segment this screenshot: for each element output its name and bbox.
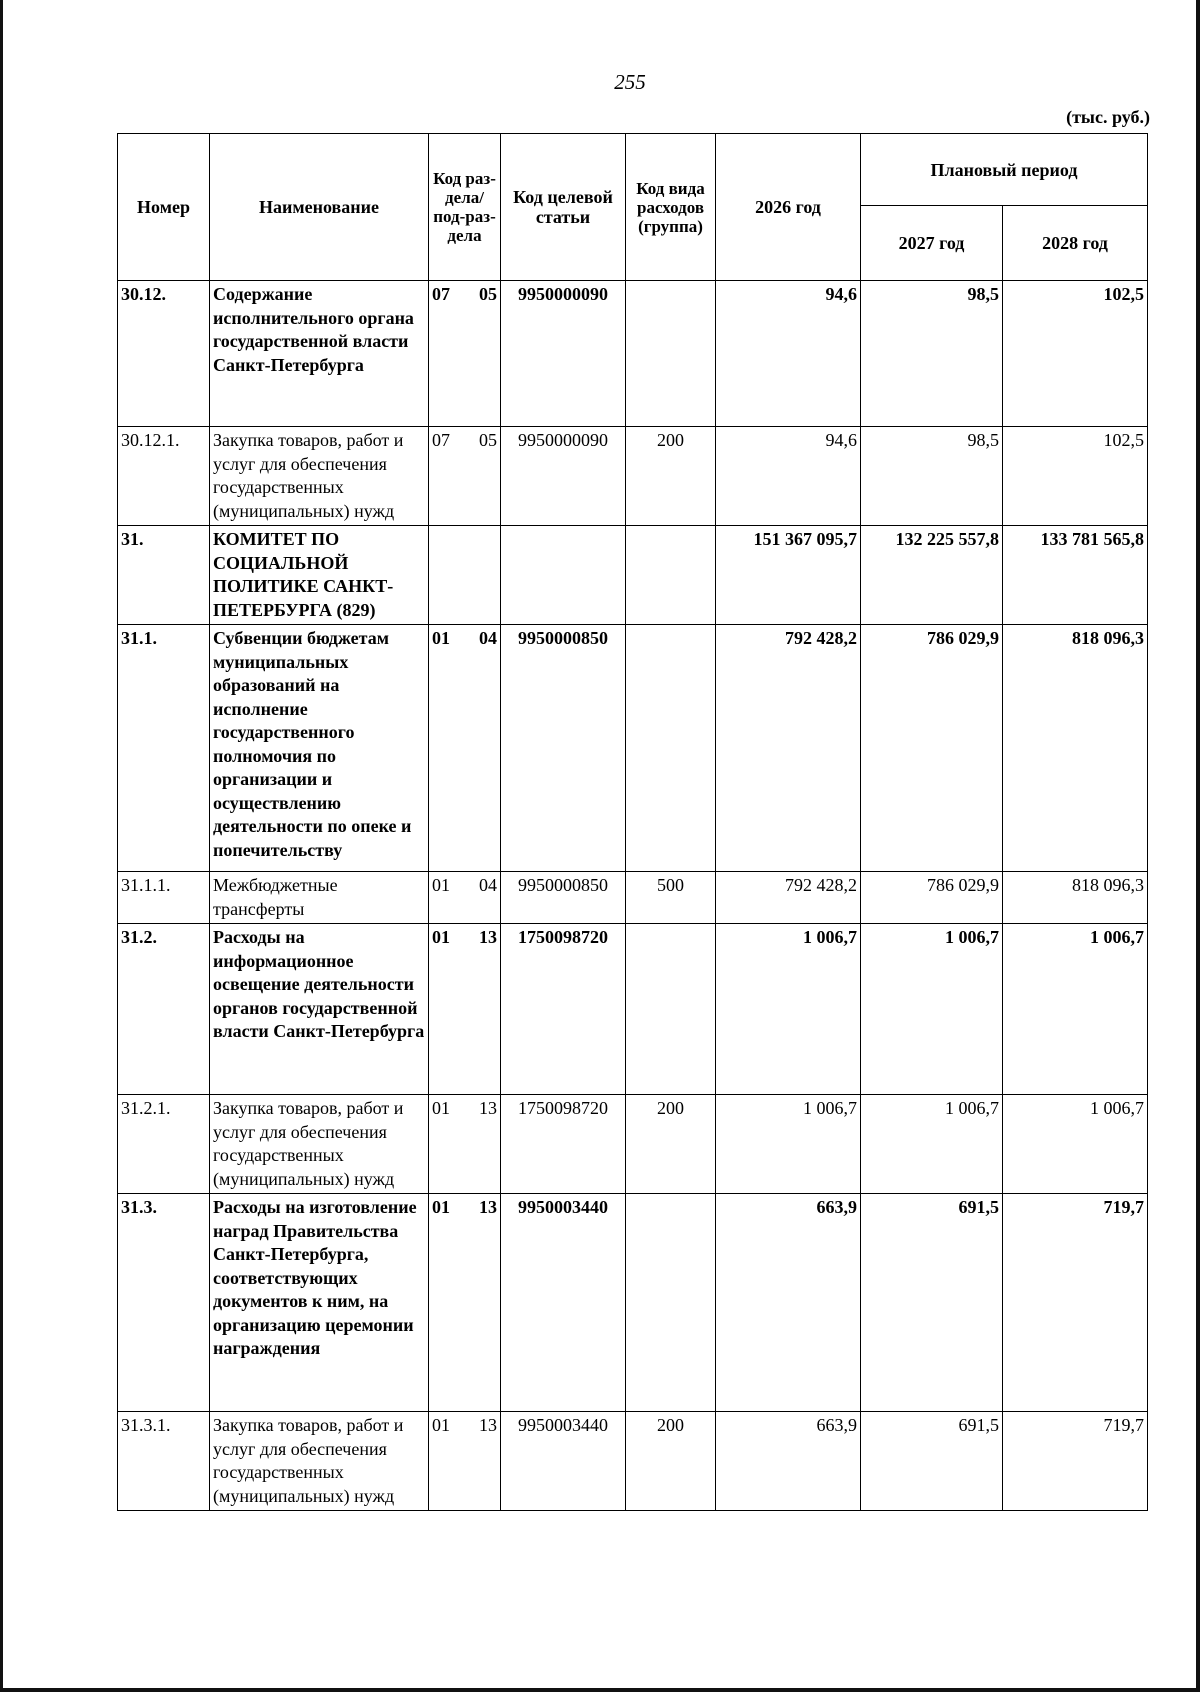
section-code: 01 (432, 628, 450, 648)
header-year-2026: 2026 год (716, 134, 861, 281)
cell-expense-type: 500 (626, 872, 716, 924)
cell-expense-type (626, 625, 716, 872)
cell-2026: 1 006,7 (716, 1095, 861, 1194)
cell-target: 1750098720 (501, 924, 626, 1095)
section-code: 01 (432, 927, 450, 947)
cell-name: Субвенции бюджетам муниципальных образований на исполнение государственного полномочия по организации и осуществлению деятельности по опеке и попечительству (210, 625, 429, 872)
cell-expense-type (626, 281, 716, 427)
cell-target: 9950000850 (501, 872, 626, 924)
header-number: Номер (118, 134, 210, 281)
cell-number: 31. (118, 526, 210, 625)
cell-2026: 151 367 095,7 (716, 526, 861, 625)
cell-name: Закупка товаров, работ и услуг для обеспечения государственных (муниципальных) нужд (210, 1095, 429, 1194)
cell-2027: 132 225 557,8 (861, 526, 1003, 625)
table-row (118, 1194, 1148, 1412)
cell-target: 9950003440 (501, 1412, 626, 1511)
subsection-code: 04 (479, 628, 497, 648)
table-body (118, 281, 1148, 1511)
cell-expense-type (626, 924, 716, 1095)
section-code: 07 (432, 284, 450, 304)
table-row (118, 872, 1148, 924)
cell-2027: 1 006,7 (861, 924, 1003, 1095)
cell-name: Расходы на изготовление наград Правительства Санкт-Петербурга, соответствующих документов к ним, на организацию церемонии награждения (210, 1194, 429, 1412)
cell-2028: 1 006,7 (1003, 1095, 1148, 1194)
subsection-code: 05 (479, 284, 497, 304)
cell-target: 9950000850 (501, 625, 626, 872)
cell-2028: 133 781 565,8 (1003, 526, 1148, 625)
cell-name: Расходы на информационное освещение деятельности органов государственной власти Санкт-Петербурга (210, 924, 429, 1095)
cell-section (429, 1412, 501, 1511)
header-target: Код целевой статьи (501, 134, 626, 281)
cell-2026: 792 428,2 (716, 872, 861, 924)
cell-section (429, 872, 501, 924)
header-name: Наименование (210, 134, 429, 281)
header-planned-period: Плановый период (861, 134, 1148, 206)
table-row (118, 281, 1148, 427)
cell-section (429, 625, 501, 872)
cell-number: 31.3. (118, 1194, 210, 1412)
page-border-left (0, 0, 3, 1692)
cell-2027: 1 006,7 (861, 1095, 1003, 1194)
subsection-code: 13 (479, 1197, 497, 1217)
cell-2028: 102,5 (1003, 281, 1148, 427)
cell-target: 9950003440 (501, 1194, 626, 1412)
cell-expense-type: 200 (626, 1095, 716, 1194)
section-code: 01 (432, 1197, 450, 1217)
cell-target: 9950000090 (501, 281, 626, 427)
cell-name: Межбюджетные трансферты (210, 872, 429, 924)
cell-name: Закупка товаров, работ и услуг для обеспечения государственных (муниципальных) нужд (210, 1412, 429, 1511)
subsection-code: 13 (479, 1415, 497, 1435)
units-label: (тыс. руб.) (1066, 107, 1150, 127)
table-row (118, 427, 1148, 526)
cell-name: Содержание исполнительного органа государственной власти Санкт-Петербурга (210, 281, 429, 427)
table-row (118, 625, 1148, 872)
cell-number: 31.1.1. (118, 872, 210, 924)
cell-expense-type: 200 (626, 427, 716, 526)
cell-2027: 98,5 (861, 427, 1003, 526)
cell-section (429, 427, 501, 526)
cell-2026: 663,9 (716, 1194, 861, 1412)
cell-number: 30.12.1. (118, 427, 210, 526)
cell-2026: 792 428,2 (716, 625, 861, 872)
cell-2027: 786 029,9 (861, 625, 1003, 872)
cell-section (429, 526, 501, 625)
cell-2028: 818 096,3 (1003, 625, 1148, 872)
subsection-code: 13 (479, 927, 497, 947)
cell-number: 31.2.1. (118, 1095, 210, 1194)
table-row (118, 1095, 1148, 1194)
cell-name: КОМИТЕТ ПО СОЦИАЛЬНОЙ ПОЛИТИКЕ САНКТ-ПЕТЕРБУРГА (829) (210, 526, 429, 625)
page-border-bottom (0, 1688, 1200, 1692)
header-year-2027: 2027 год (861, 206, 1003, 281)
header-expense-type: Код вида расходов (группа) (626, 134, 716, 281)
section-code: 07 (432, 430, 450, 450)
header-section: Код раз-дела/ под-раз-дела (429, 134, 501, 281)
cell-2027: 98,5 (861, 281, 1003, 427)
table-row (118, 1412, 1148, 1511)
header-year-2028: 2028 год (1003, 206, 1148, 281)
cell-2028: 1 006,7 (1003, 924, 1148, 1095)
cell-target (501, 526, 626, 625)
table-row (118, 924, 1148, 1095)
cell-2026: 94,6 (716, 281, 861, 427)
cell-2026: 663,9 (716, 1412, 861, 1511)
page-border-right (1196, 0, 1200, 1692)
page-number: 255 (614, 70, 646, 94)
cell-expense-type (626, 526, 716, 625)
cell-2027: 691,5 (861, 1194, 1003, 1412)
cell-section (429, 1194, 501, 1412)
table-row (118, 526, 1148, 625)
section-code: 01 (432, 1415, 450, 1435)
cell-2028: 719,7 (1003, 1194, 1148, 1412)
cell-number: 31.1. (118, 625, 210, 872)
cell-number: 30.12. (118, 281, 210, 427)
cell-expense-type (626, 1194, 716, 1412)
cell-number: 31.2. (118, 924, 210, 1095)
cell-number: 31.3.1. (118, 1412, 210, 1511)
cell-2026: 1 006,7 (716, 924, 861, 1095)
subsection-code: 05 (479, 430, 497, 450)
cell-expense-type: 200 (626, 1412, 716, 1511)
subsection-code: 04 (479, 875, 497, 895)
section-code: 01 (432, 875, 450, 895)
cell-2028: 719,7 (1003, 1412, 1148, 1511)
cell-target: 1750098720 (501, 1095, 626, 1194)
cell-section (429, 281, 501, 427)
budget-table (117, 133, 1148, 1511)
cell-2028: 818 096,3 (1003, 872, 1148, 924)
section-code: 01 (432, 1098, 450, 1118)
cell-2027: 786 029,9 (861, 872, 1003, 924)
subsection-code: 13 (479, 1098, 497, 1118)
cell-2028: 102,5 (1003, 427, 1148, 526)
cell-section (429, 1095, 501, 1194)
cell-2027: 691,5 (861, 1412, 1003, 1511)
cell-2026: 94,6 (716, 427, 861, 526)
cell-section (429, 924, 501, 1095)
cell-target: 9950000090 (501, 427, 626, 526)
cell-name: Закупка товаров, работ и услуг для обеспечения государственных (муниципальных) нужд (210, 427, 429, 526)
